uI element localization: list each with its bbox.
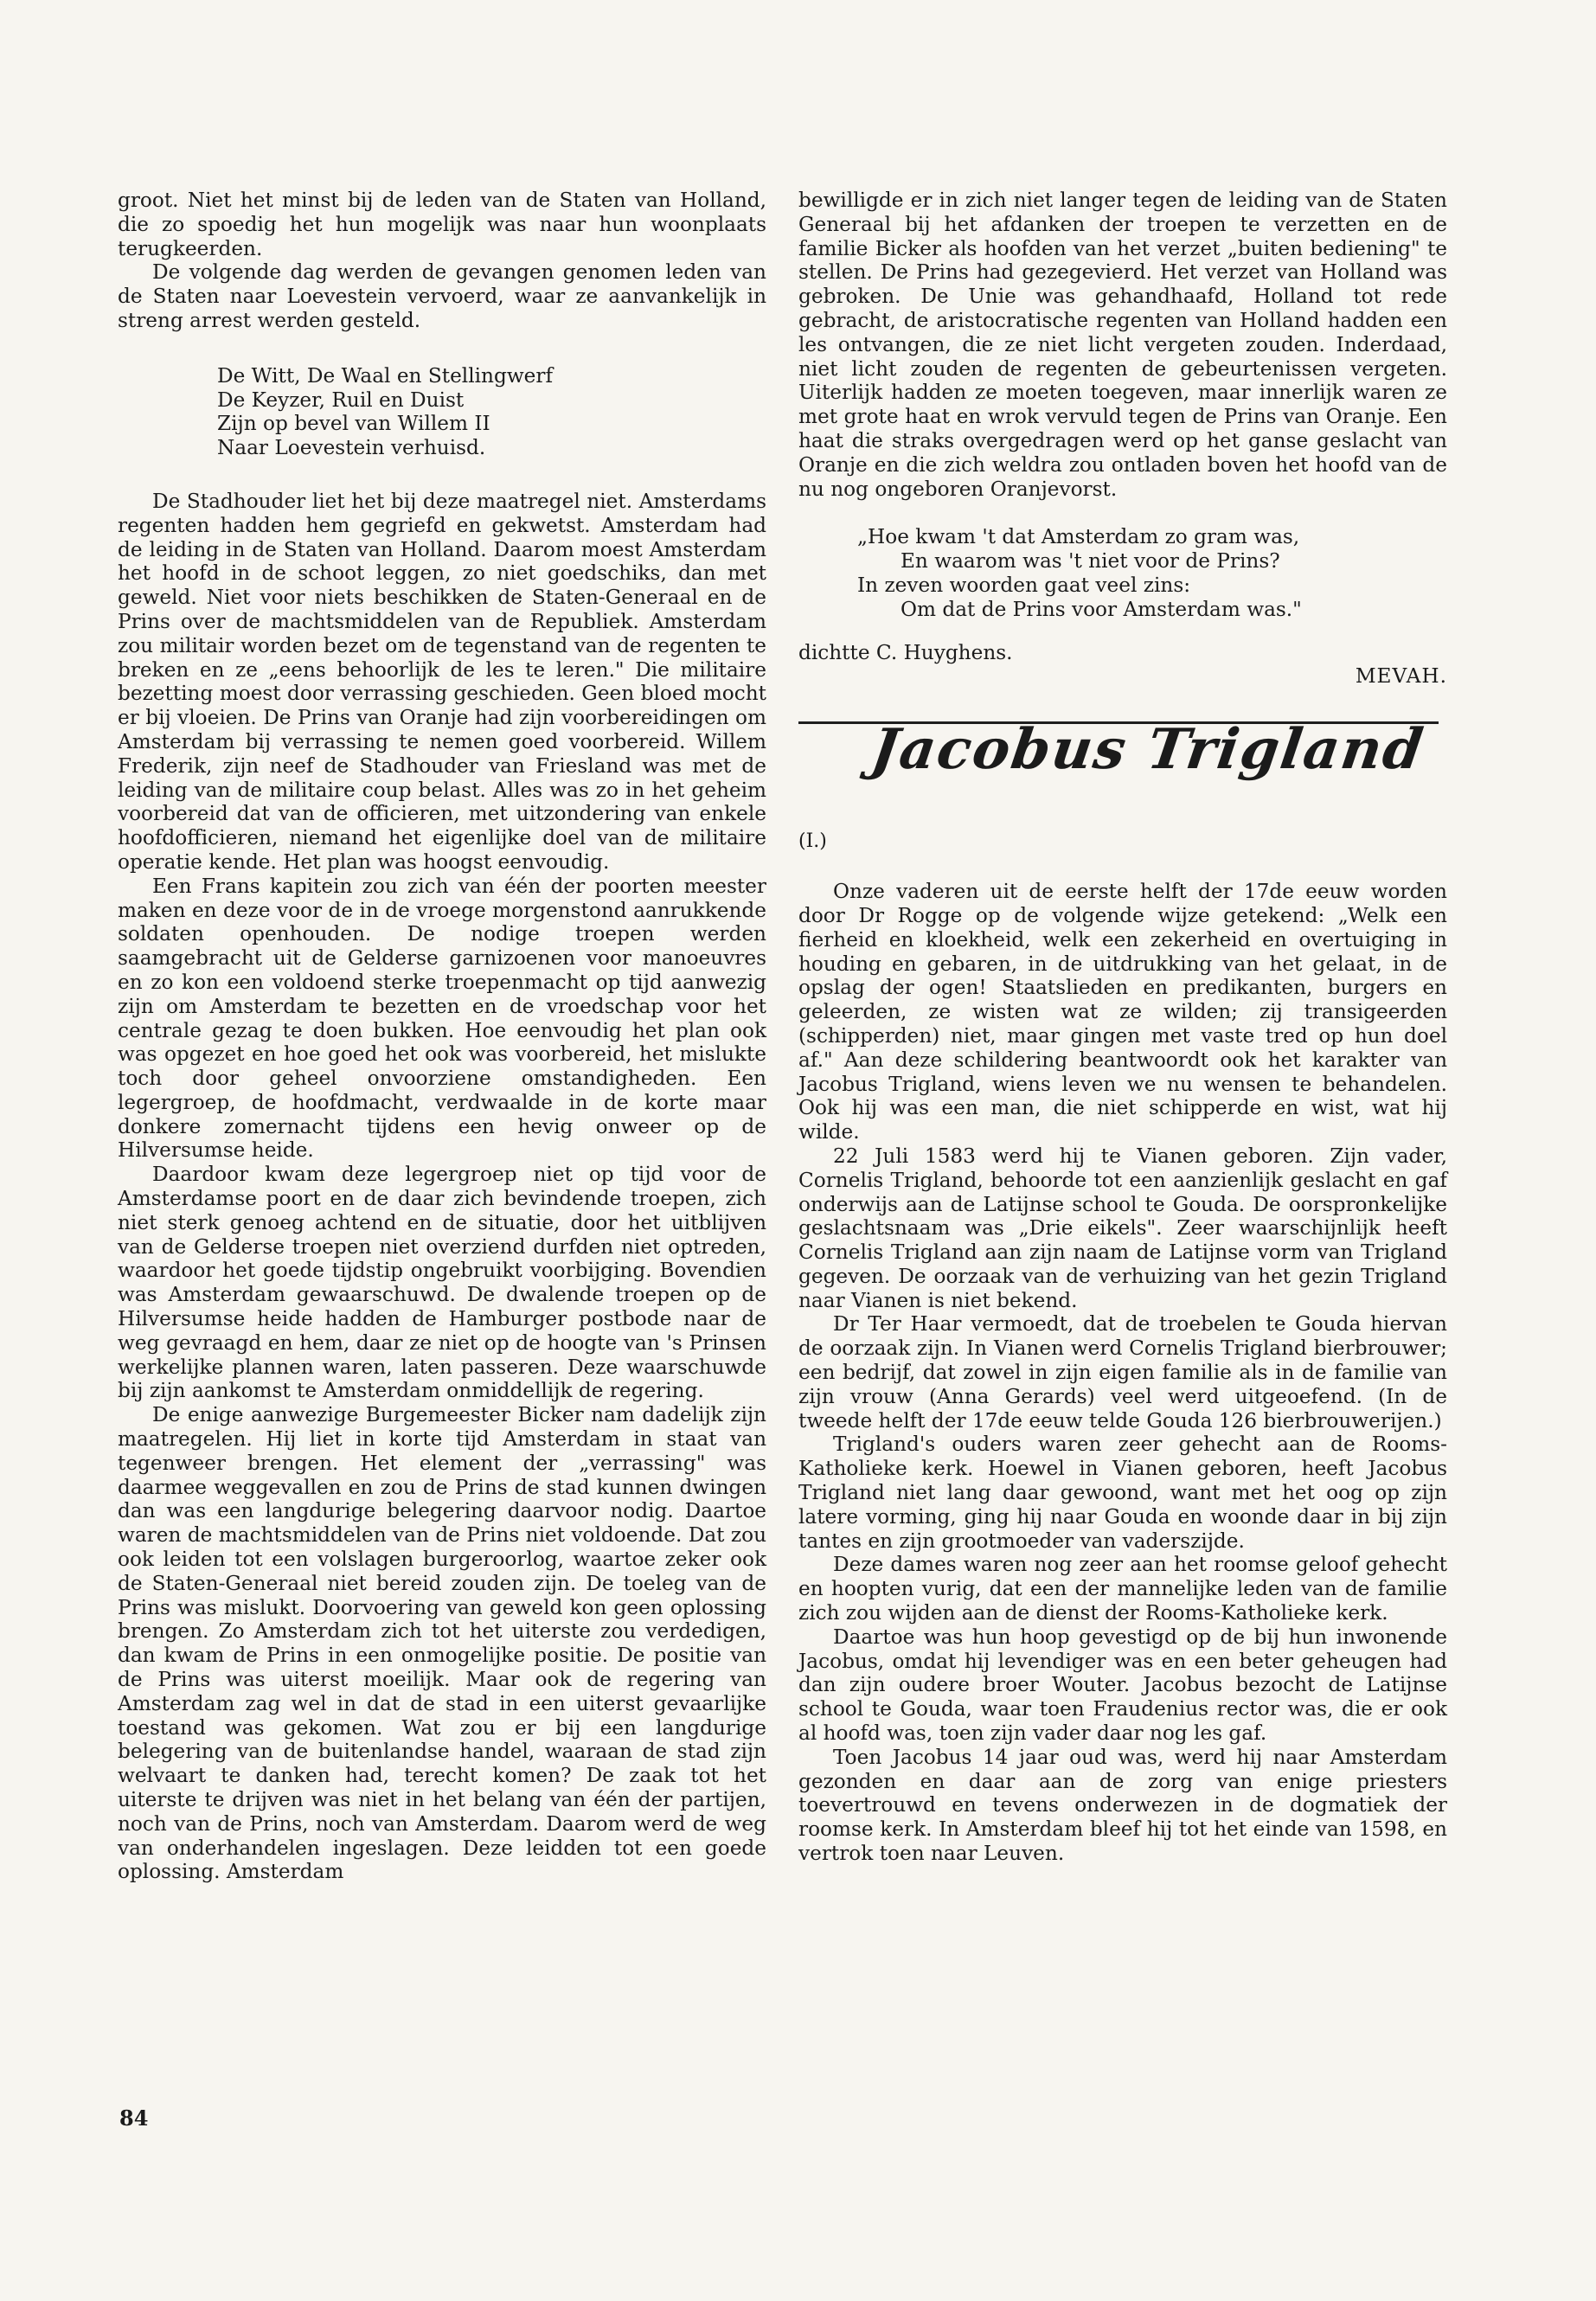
poem-line: De Witt, De Waal en Stellingwerf [217,363,554,388]
quote-line: Om dat de Prins voor Amsterdam was." [901,597,1302,621]
article-title: Jacobus Trigland [867,717,1429,783]
paragraph: groot. Niet het minst bij de leden van de Staten van Holland, die zo spoedig het hun mogelijk was naar hun woonplaats terugkeerden. [118,189,766,260]
paragraph: Daartoe was hun hoop gevestigd op de bij hun inwonende Jacobus, omdat hij levendiger was en een beter geheugen had dan zijn oudere broer Wouter. Jacobus bezocht de Latijnse school te Gouda, waar toen Fraudenius rector was, die er ook al hoofd was, toen zijn vader daar nog les gaf. [798,1625,1447,1746]
page-number: 84 [119,2106,149,2131]
right-column [798,189,1447,1866]
poem-line: Naar Loevestein verhuisd. [217,436,486,460]
paragraph: De enige aanwezige Burgemeester Bicker nam dadelijk zijn maatregelen. Hij liet in korte tijd Amsterdam in staat van tegenweer brengen. Het element der „verrassing" was daarmee weggevallen en zou de Prins de stad kunnen dwingen dan was een langdurige belegering daarvoor nodig. Daartoe waren de machtsmiddelen van de Prins niet voldoende. Dat zou ook leiden tot een volslagen burgeroorlog, waartoe zeker ook de Staten-Generaal niet bereid zouden zijn. De toeleg van de Prins was mislukt. Doorvoering van geweld kon geen oplossing brengen. Zo Amsterdam zich tot het uiterste zou verdedigen, dan kwam de Prins in een onmogelijke positie. De positie van de Prins was uiterst moeilijk. Maar ook de regering van Amsterdam zag wel in dat de stad in een uiterst gevaarlijke toestand was gekomen. Wat zou er bij een langdurige belegering van de buitenlandse handel, waaraan de stad zijn welvaart te danken had, terecht komen? De zaak tot het uiterste te drijven was niet in het belang van één der partijen, noch van de Prins, noch van Amsterdam. Daarom werd de weg van onderhandelen ingeslagen. Deze leidden tot een goede oplossing. Amsterdam [118,1403,766,1884]
paragraph: Daardoor kwam deze legergroep niet op tijd voor de Amsterdamse poort en de daar zich bevindende troepen, zich niet sterk genoeg achtend en de situatie, door het uitblijven van de Gelderse troepen niet overziend durfden niet optreden, waardoor het goede tijdstip ongebruikt voorbijging. Bovendien was Amsterdam gewaarschuwd. De dwalende troepen op de Hilversumse heide hadden de Hamburger postbode naar de weg gevraagd en hem, daar ze niet op de hoogte van 's Prinsen werkelijke plannen waren, laten passeren. Deze waarschuwde bij zijn aankomst te Amsterdam onmiddellijk de regering. [118,1163,766,1403]
quote-line: In zeven woorden gaat veel zins: [857,573,1191,597]
poem [217,364,766,460]
author-signature: MEVAH. [1355,664,1447,689]
quote-line: „Hoe kwam 't dat Amsterdam zo gram was, [857,525,1300,549]
quote-poem [857,525,1447,621]
paragraph: 22 Juli 1583 werd hij te Vianen geboren. Zijn vader, Cornelis Trigland, behoorde tot een aanzienlijk geslacht en gaf onderwijs aan de Latijnse school te Gouda. De oorspronkelijke geslachtsnaam was „Drie eikels". Zeer waarschijnlijk heeft Cornelis Trigland aan zijn naam de Latijnse vorm van Trigland gegeven. De oorzaak van de verhuizing van het gezin Trigland naar Vianen is niet bekend. [798,1144,1447,1312]
quote-line: En waarom was 't niet voor de Prins? [901,549,1280,574]
paragraph: Onze vaderen uit de eerste helft der 17de eeuw worden door Dr Rogge op de volgende wijze getekend: „Welk een fierheid en kloekheid, welk een zekerheid en overtuiging in houding en gebaren, in de uitdrukking van het gelaat, in de opslag der ogen! Staatslieden en predikanten, burgers en geleerden, ze wisten wat ze wilden; zij transigeerden (schipperden) niet, maar gingen met vaste tred op hun doel af." Aan deze schildering beantwoordt ook het karakter van Jacobus Trigland, wiens leven we nu wensen te behandelen. Ook hij was een man, die niet schipperde en wist, wat hij wilde. [798,880,1447,1144]
poem-line: De Keyzer, Ruil en Duist [217,388,465,412]
paragraph: De volgende dag werden de gevangen genomen leden van de Staten naar Loevestein vervoerd, waar ze aanvankelijk in streng arrest werden gesteld. [118,260,766,332]
paragraph: Trigland's ouders waren zeer gehecht aan de Rooms-Katholieke kerk. Hoewel in Vianen geboren, heeft Jacobus Trigland niet lang daar gewoond, want met het oog op zijn latere vorming, ging hij naar Gouda en woonde daar in bij zijn tantes en zijn grootmoeder van vaderszijde. [798,1433,1447,1553]
article-header [798,717,1447,853]
paragraph: Een Frans kapitein zou zich van één der poorten meester maken en deze voor de in de vroege morgenstond aanrukkende soldaten openhouden. De nodige troepen werden saamgebracht uit de Gelderse garnizoenen voor manoeuvres en zo kon een voldoend sterke troepenmacht op tijd aanwezig zijn om Amsterdam te bezetten en de vroedschap voor het centrale gezag te doen bukken. Hoe eenvoudig het plan ook was opgezet en hoe goed het ook was voorbereid, het mislukte toch door geheel onvoorziene omstandigheden. Een legergroep, de hoofdmacht, verdwaalde in de korte maar donkere zomernacht tijdens een hevig onweer op de Hilversumse heide. [118,874,766,1163]
paragraph: bewilligde er in zich niet langer tegen de leiding van de Staten Generaal bij het afdanken der troepen te verzetten en de familie Bicker als hoofden van het verzet „buiten bediening" te stellen. De Prins had gezegevierd. Het verzet van Holland was gebroken. De Unie was gehandhaafd, Holland tot rede gebracht, de aristocratische regenten van Holland hadden een les ontvangen, die ze niet licht vergeten zouden. Inderdaad, niet licht zouden de regenten de gebeurtenissen vergeten. Uiterlijk hadden ze moeten toegeven, maar innerlijk waren ze met grote haat en wrok vervuld tegen de Prins van Oranje. Een haat die straks overgedragen werd op het ganse geslacht van Oranje en die zich weldra zou ontladen boven het hoofd van de nu nog ongeboren Oranjevorst. [798,189,1447,501]
paragraph: Dr Ter Haar vermoedt, dat de troebelen te Gouda hiervan de oorzaak zijn. In Vianen werd Cornelis Trigland bierbrouwer; een bedrijf, dat zowel in zijn eigen familie als in de familie van zijn vrouw (Anna Gerards) veel werd uitgeoefend. (In de tweede helft der 17de eeuw telde Gouda 126 bierbrouwerijen.) [798,1312,1447,1433]
paragraph: Toen Jacobus 14 jaar oud was, werd hij naar Amsterdam gezonden en daar aan de zorg van enige priesters toevertrouwd en tevens onderwezen in de dogmatiek der roomse kerk. In Amsterdam bleef hij tot het einde van 1598, en vertrok toen naar Leuven. [798,1745,1447,1866]
poem-line: Zijn op bevel van Willem II [217,412,490,436]
paragraph: Deze dames waren nog zeer aan het roomse geloof gehecht en hoopten vurig, dat een der mannelijke leden van de familie zich zou wijden aan de dienst der Rooms-Katholieke kerk. [798,1553,1447,1625]
poem-credit: dichtte C. Huyghens. [798,640,1013,664]
left-column [118,189,766,1884]
paragraph: De Stadhouder liet het bij deze maatregel niet. Amsterdams regenten hadden hem gegriefd en gekwetst. Amsterdam had de leiding in de Staten van Holland. Daarom moest Amsterdam het hoofd in de schoot leggen, zo niet goedschiks, dan met geweld. Niet voor niets beschikken de Staten-Generaal en de Prins over de machtsmiddelen van de Republiek. Amsterdam zou militair worden bezet om de tegenstand van de regenten te breken en ze „eens behoorlijk de les te leren." Die militaire bezetting moest door verrassing geschieden. Geen bloed mocht er bij vloeien. De Prins van Oranje had zijn voorbereidingen om Amsterdam bij verrassing te nemen goed voorbereid. Willem Frederik, zijn neef de Stadhouder van Friesland was met de leiding van de militaire coup belast. Alles was zo in het geheim voorbereid dat van de officieren, met uitzondering van enkele hoofdofficieren, niemand het eigenlijke doel van de militaire operatie kende. Het plan was hoogst eenvoudig. [118,489,766,874]
part-label: (I.) [798,830,827,853]
